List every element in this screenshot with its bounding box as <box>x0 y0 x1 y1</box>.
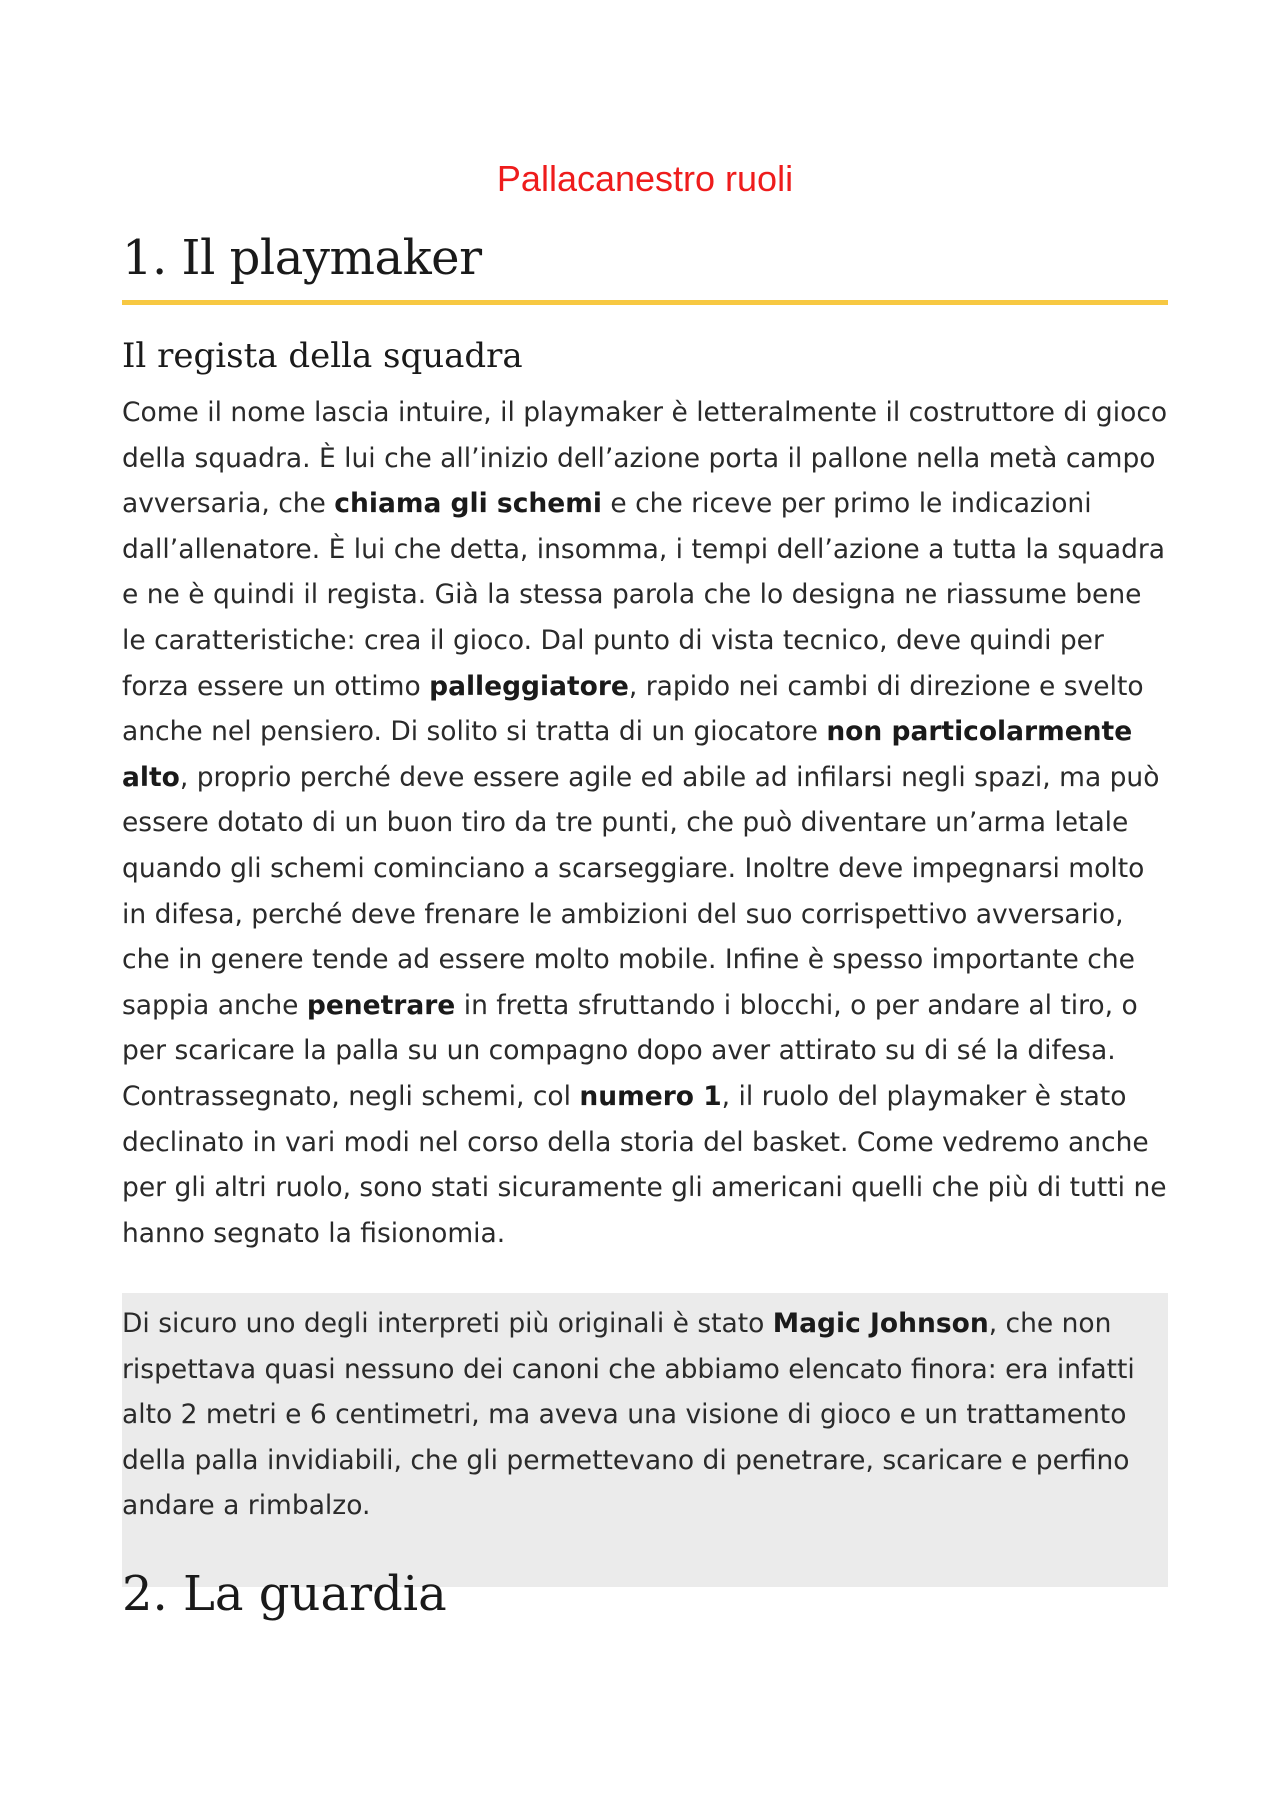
text-run: Di sicuro uno degli interpreti più originali è stato <box>122 1308 773 1339</box>
text-run: e che riceve per primo le indicazioni dall’allenatore. È lui che detta, insomma, i tempi dell’azione a tutta la squadra e ne è quindi il regista. Già la stessa parola che lo designa ne riassume bene le caratteristiche: crea il gioco. Dal punto di vista tecnico, deve quindi per forza essere un ottimo <box>122 488 1166 702</box>
text-run: Come il nome lascia intuire, il playmaker è letteralmente il costruttore di gioco della squadra. È lui che all’inizio dell’azione porta il pallone nella metà campo avversaria, che <box>122 397 1168 520</box>
bold-phrase: penetrare <box>306 989 456 1021</box>
callout-box <box>122 1293 1168 1587</box>
text-run: in fretta sfruttando i blocchi, o per andare al tiro, o per scaricare la palla su un compagno dopo aver attirato su di sé la difesa. Contrassegnato, negli schemi, col <box>122 989 1138 1112</box>
bold-phrase: numero 1 <box>579 1080 722 1112</box>
bold-phrase: Magic Johnson <box>772 1308 989 1339</box>
text-run: , che non rispettava quasi nessuno dei canoni che abbiamo elencato finora: era infatti alto 2 metri e 6 centimetri, ma aveva una visione di gioco e un trattamento della palla invidiabili, che gli permettevano di penetrare, scaricare e perfino andare a rimbalzo. <box>122 1308 1135 1522</box>
bold-phrase: chiama gli schemi <box>334 488 602 520</box>
heading-underline-rule <box>122 300 1168 305</box>
bold-phrase: palleggiatore <box>429 670 629 702</box>
document-title: Pallacanestro ruoli <box>496 158 794 199</box>
text-run: , rapido nei cambi di direzione e svelto anche nel pensiero. Di solito si tratta di un giocatore <box>122 670 1144 748</box>
bold-phrase: non particolarmente alto <box>122 716 1133 793</box>
callout-paragraph <box>122 1293 1168 1529</box>
body-paragraph <box>122 390 1168 1256</box>
text-run: , proprio perché deve essere agile ed abile ad infilarsi negli spazi, ma può essere dotato di un buon tiro da tre punti, che può diventare un’arma letale quando gli schemi cominciano a scarseggiare. Inoltre deve impegnarsi molto in difesa, perché deve frenare le ambizioni del suo corrispettivo avversario, che in genere tende ad essere molto mobile. Infine è spesso importante che sappia anche <box>122 761 1160 1021</box>
section-heading-playmaker: 1. Il playmaker <box>122 230 482 286</box>
section-heading-guardia: 2. La guardia <box>122 1566 447 1622</box>
text-run: , il ruolo del playmaker è stato declinato in vari modi nel corso della storia del basket. Come vedremo anche per gli altri ruolo, sono stati sicuramente gli americani quelli che più di tutti ne hanno segnato la fisionomia. <box>122 1080 1167 1249</box>
subheading-regista: Il regista della squadra <box>122 336 523 376</box>
